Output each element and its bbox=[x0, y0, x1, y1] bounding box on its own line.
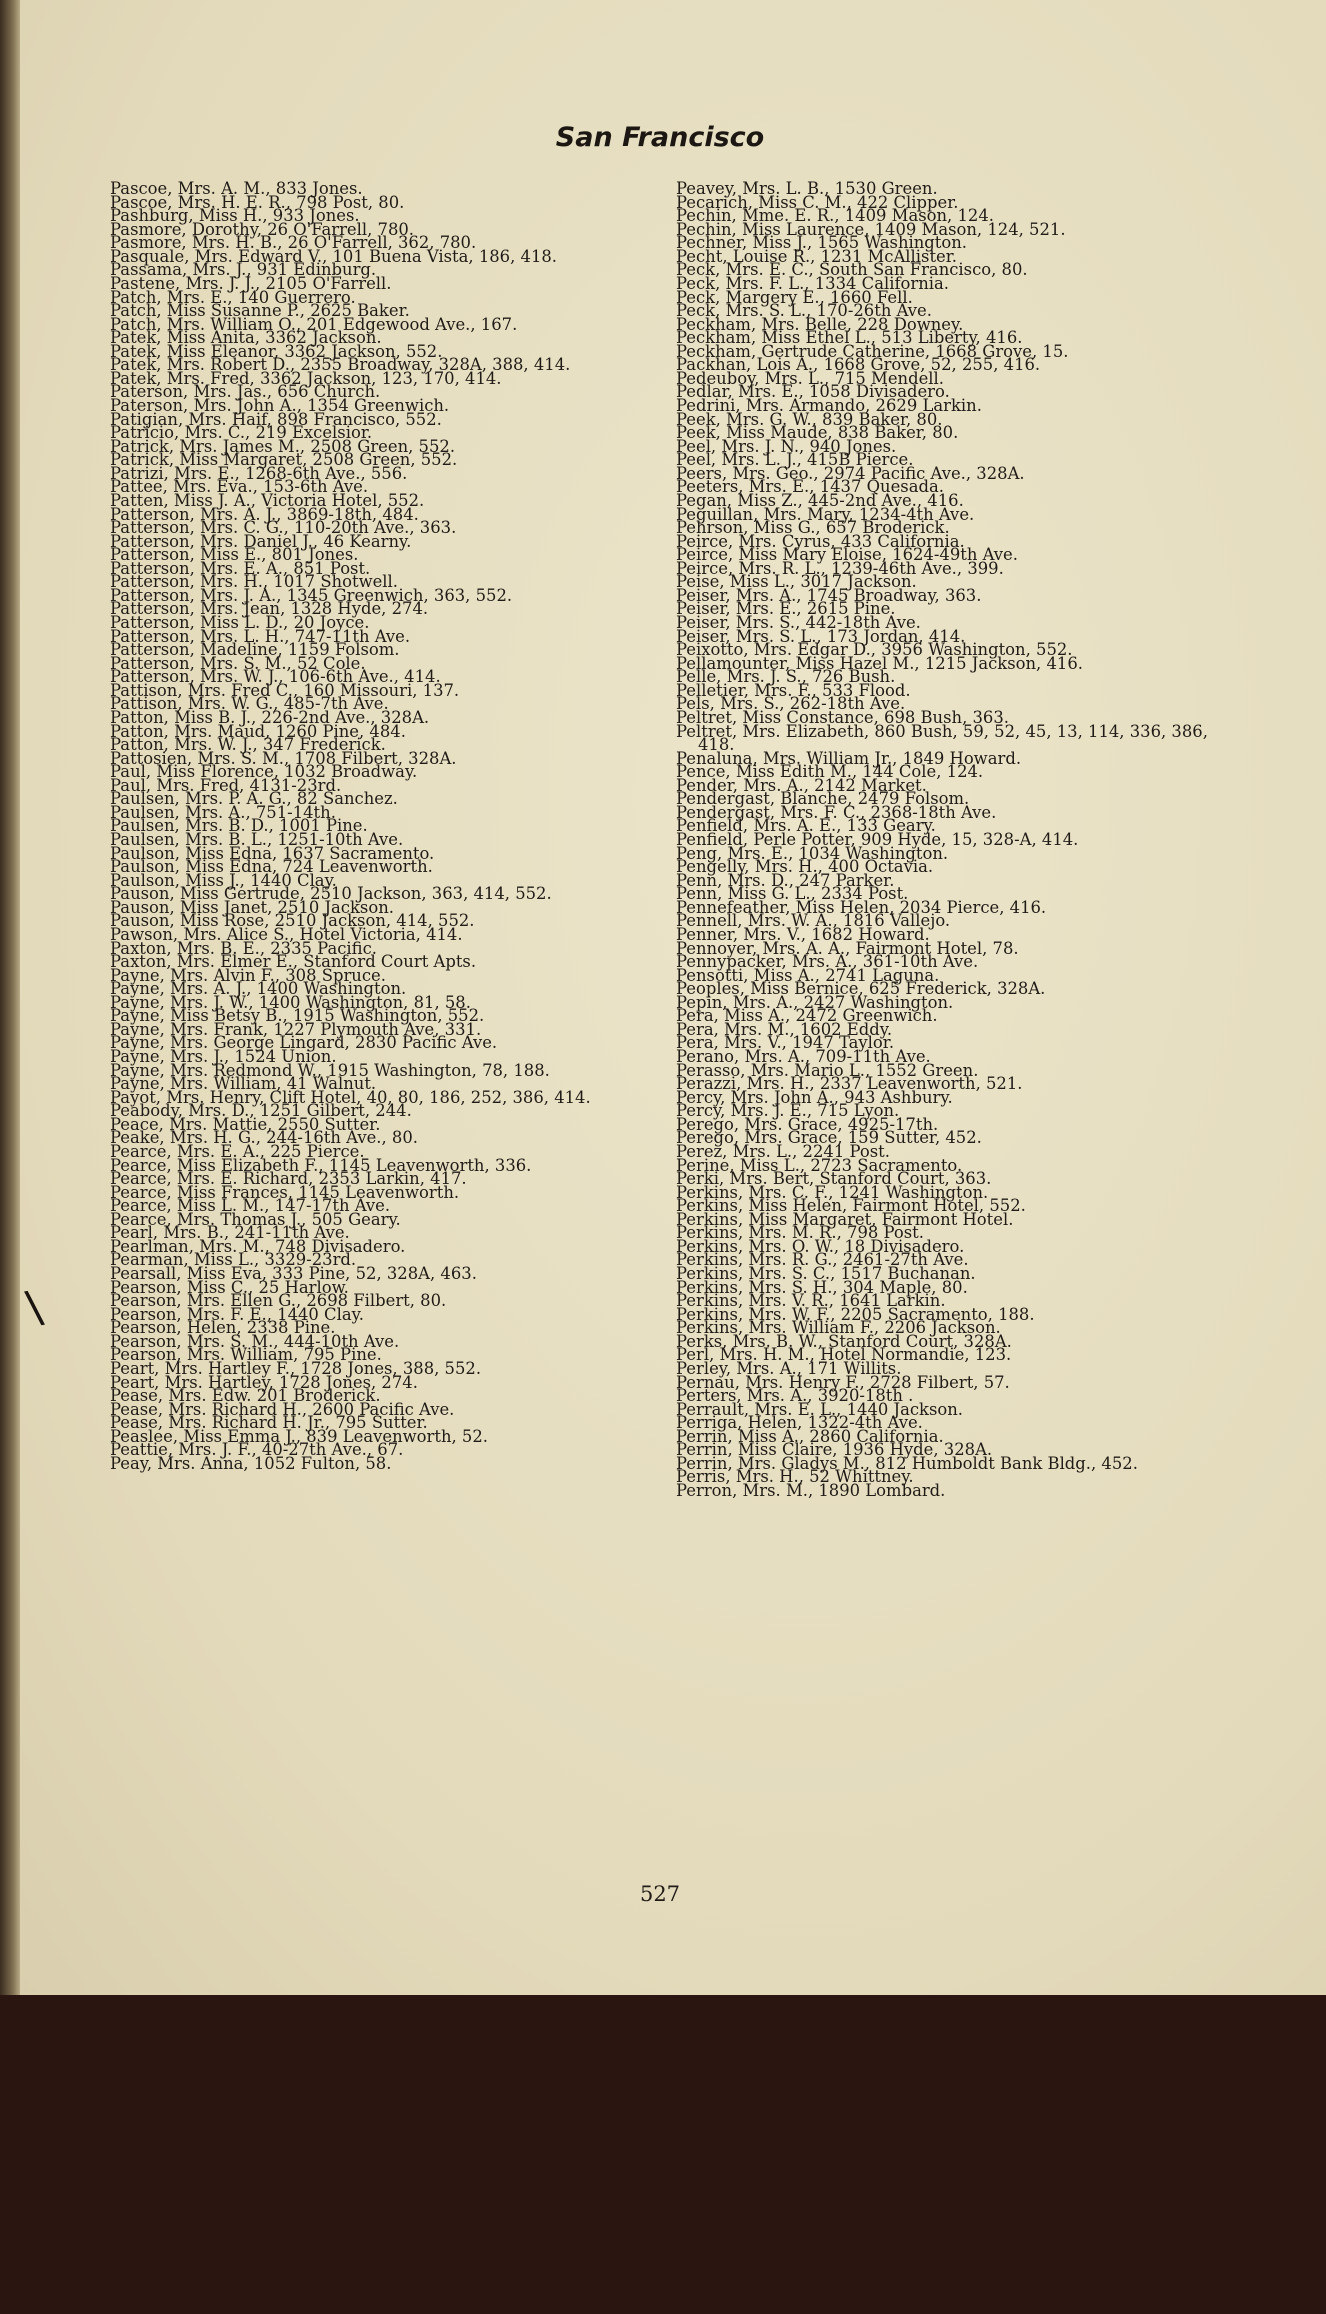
directory-entry: Pegan, Miss Z., 445-2nd Ave., 416. bbox=[676, 490, 964, 510]
directory-entry: Pasmore, Dorothy, 26 O'Farrell, 780. bbox=[110, 219, 415, 239]
directory-entry: Peiser, Mrs. A., 1745 Broadway, 363. bbox=[676, 585, 982, 605]
directory-entry: Perkins, Miss Margaret, Fairmont Hotel. bbox=[676, 1209, 1014, 1229]
page-title: San Francisco bbox=[555, 122, 765, 153]
directory-entry: Penn, Miss G. L., 2334 Post. bbox=[676, 884, 909, 904]
directory-entry: Peck, Margery E., 1660 Fell. bbox=[676, 287, 913, 307]
directory-entry: Peise, Miss L., 3017 Jackson. bbox=[676, 572, 917, 592]
directory-entry: Perkins, Mrs. W. F., 2205 Sacramento, 188. bbox=[676, 1304, 1035, 1324]
directory-entry: Pedrini, Mrs. Armando, 2629 Larkin. bbox=[676, 396, 982, 415]
directory-entry: Pennell, Mrs. W. A., 1816 Vallejo. bbox=[676, 911, 951, 931]
directory-entry: Pease, Mrs. Richard H., 2600 Pacific Ave. bbox=[110, 1399, 455, 1419]
directory-entry: Perkins, Mrs. S. C., 1517 Buchanan. bbox=[676, 1264, 976, 1283]
directory-entry: Perks, Mrs. B. W., Stanford Court, 328A. bbox=[676, 1331, 1012, 1351]
directory-entry: Peirce, Mrs. R. L., 1239-46th Ave., 399. bbox=[676, 558, 1004, 578]
directory-entry: Perine, Miss L., 2723 Sacramento. bbox=[676, 1155, 963, 1175]
directory-entry: Payne, Mrs. Frank, 1227 Plymouth Ave, 331. bbox=[110, 1019, 482, 1039]
directory-entry: Patterson, Miss L. D., 20 Joyce. bbox=[110, 613, 370, 632]
directory-entry: Peiser, Mrs. S., 442-18th Ave. bbox=[676, 613, 921, 632]
directory-entry: Peeters, Mrs. E., 1437 Quesada. bbox=[676, 477, 944, 497]
directory-entry: Peng, Mrs. E., 1034 Washington. bbox=[676, 843, 949, 863]
directory-entry: Peek, Miss Maude, 838 Baker, 80. bbox=[676, 423, 959, 443]
directory-entry: Pechin, Miss Laurence, 1409 Mason, 124, 521. bbox=[676, 219, 1066, 239]
right-column bbox=[676, 179, 1231, 1500]
directory-entry: Peaslee, Miss Emma J., 839 Leavenworth, 52. bbox=[110, 1426, 488, 1446]
directory-entry: Peavey, Mrs. L. B., 1530 Green. bbox=[676, 179, 938, 198]
directory-entry: Perego, Mrs. Grace, 4925-17th. bbox=[676, 1114, 939, 1134]
directory-entry: Patterson, Mrs. W. J., 106-6th Ave., 414. bbox=[110, 667, 441, 687]
directory-entry: Peattie, Mrs. J. F., 40-27th Ave., 67. bbox=[110, 1440, 404, 1460]
directory-entry: Perez, Mrs. L., 2241 Post. bbox=[676, 1141, 890, 1161]
directory-entry: Peart, Mrs. Hartley F., 1728 Jones, 388, 552. bbox=[110, 1358, 482, 1378]
directory-entry: Payne, Mrs. Redmond W., 1915 Washington, 78, 188. bbox=[110, 1060, 550, 1080]
directory-entry: Pastene, Mrs. J. J., 2105 O'Farrell. bbox=[110, 273, 392, 293]
directory-entry: Pera, Mrs. M., 1602 Eddy. bbox=[676, 1019, 893, 1039]
directory-entry: Percy, Mrs. J. E., 715 Lyon. bbox=[676, 1101, 900, 1121]
directory-entry: Pender, Mrs. A., 2142 Market. bbox=[676, 775, 927, 795]
book-spine bbox=[0, 0, 20, 1995]
directory-entry: Pearce, Miss Elizabeth F., 1145 Leavenworth, 336. bbox=[110, 1155, 532, 1175]
directory-entry: Pearsall, Miss Eva, 333 Pine, 52, 328A, 463. bbox=[110, 1264, 477, 1283]
directory-entry: Patek, Mrs. Fred, 3362 Jackson, 123, 170, 414. bbox=[110, 368, 502, 388]
directory-entry: Pecht, Louise R., 1231 McAllister. bbox=[676, 246, 957, 266]
directory-entry: Perkins, Mrs. William F., 2206 Jackson. bbox=[676, 1318, 1001, 1338]
directory-entry: Patricio, Mrs. C., 219 Excelsior. bbox=[110, 423, 373, 443]
margin-pencil-mark: \ bbox=[22, 1281, 47, 1334]
directory-entry: Patterson, Mrs. H., 1017 Shotwell. bbox=[110, 572, 398, 592]
directory-entry: Peckham, Gertrude Catherine, 1668 Grove, 15. bbox=[676, 341, 1069, 361]
directory-entry: Perrin, Miss Claire, 1936 Hyde, 328A. bbox=[676, 1440, 993, 1460]
directory-entry: Pernau, Mrs. Henry F., 2728 Filbert, 57. bbox=[676, 1372, 1010, 1392]
directory-entry: Peoples, Miss Bernice, 625 Frederick, 328A. bbox=[676, 979, 1046, 999]
directory-entry: Payne, Mrs. A. J., 1400 Washington. bbox=[110, 979, 407, 999]
directory-entry: Paulsen, Mrs. P. A. G., 82 Sanchez. bbox=[110, 789, 398, 809]
directory-entry: Pearson, Mrs. S. M., 444-10th Ave. bbox=[110, 1331, 400, 1351]
directory-entry: Perriga, Helen, 1322-4th Ave. bbox=[676, 1413, 923, 1433]
directory-entry: Perkins, Mrs. C. F., 1241 Washington. bbox=[676, 1182, 989, 1202]
directory-entry: Peck, Mrs. F. L., 1334 California. bbox=[676, 273, 949, 293]
directory-entry: Perters, Mrs. A., 3920-18th . bbox=[676, 1386, 914, 1406]
directory-entry: Pearce, Miss L. M., 147-17th Ave. bbox=[110, 1196, 391, 1216]
directory-entry: Patton, Miss B. J., 226-2nd Ave., 328A. bbox=[110, 707, 430, 727]
directory-entry: Patrizi, Mrs. E., 1268-6th Ave., 556. bbox=[110, 463, 408, 483]
directory-entry: Paxton, Mrs. Elmer E., Stanford Court Apts. bbox=[110, 952, 477, 972]
directory-entry: Peiser, Mrs. S. L., 173 Jordan, 414. bbox=[676, 626, 966, 646]
directory-entry: Pelle, Mrs. J. S., 726 Bush. bbox=[676, 667, 896, 687]
directory-entry: Patch, Mrs. E., 140 Guerrero. bbox=[110, 287, 356, 307]
directory-entry: Pauson, Miss Janet, 2510 Jackson. bbox=[110, 897, 394, 917]
directory-entry: Patterson, Mrs. S. M., 52 Cole. bbox=[110, 653, 366, 673]
directory-entry: Perasso, Mrs. Mario L., 1552 Green. bbox=[676, 1060, 979, 1080]
directory-entry: Pendergast, Blanche, 2479 Folsom. bbox=[676, 789, 970, 809]
directory-entry: Peckham, Mrs. Belle, 228 Downey. bbox=[676, 314, 964, 334]
directory-entry: Penfield, Mrs. A. E., 133 Geary. bbox=[676, 816, 936, 836]
directory-entry: Peltret, Mrs. Elizabeth, 860 Bush, 59, 52, 45, 13, 114, 336, 386, 418. bbox=[676, 721, 1208, 755]
directory-entry: Paul, Miss Florence, 1032 Broadway. bbox=[110, 762, 418, 782]
directory-entry: Pearce, Mrs. Thomas J., 505 Geary. bbox=[110, 1209, 401, 1229]
directory-entry: Peltret, Miss Constance, 698 Bush, 363. bbox=[676, 707, 1009, 727]
directory-entry: Pennefeather, Miss Helen, 2034 Pierce, 416. bbox=[676, 897, 1047, 917]
directory-entry: Peers, Mrs. Geo., 2974 Pacific Ave., 328A. bbox=[676, 463, 1025, 483]
directory-entry: Pellamounter, Miss Hazel M., 1215 Jackson, 416. bbox=[676, 653, 1083, 673]
directory-entry: Pensotti, Miss A., 2741 Laguna. bbox=[676, 965, 940, 985]
directory-entry: Perazzi, Mrs. H., 2337 Leavenworth, 521. bbox=[676, 1074, 1023, 1094]
directory-entry: Pattison, Mrs. Fred C., 160 Missouri, 137. bbox=[110, 680, 460, 700]
directory-entry: Peckham, Miss Ethel L., 513 Liberty, 416. bbox=[676, 328, 1023, 348]
directory-entry: Pennypacker, Mrs. A., 361-10th Ave. bbox=[676, 952, 979, 972]
directory-entry: Patton, Mrs. W. J., 347 Frederick. bbox=[110, 735, 386, 755]
directory-entry: Pattosien, Mrs. S. M., 1708 Filbert, 328A. bbox=[110, 748, 457, 768]
directory-entry: Perris, Mrs. H., 52 Whittney. bbox=[676, 1467, 914, 1487]
directory-entry: Peirce, Miss Mary Eloise, 1624-49th Ave. bbox=[676, 545, 1018, 565]
directory-entry: Patterson, Mrs. Daniel J., 46 Kearny. bbox=[110, 531, 412, 551]
directory-entry: Payne, Mrs. J. W., 1400 Washington, 81, 58. bbox=[110, 992, 471, 1012]
directory-entry: Pascoe, Mrs. A. M., 833 Jones. bbox=[110, 179, 363, 198]
directory-entry: Pelletier, Mrs. F., 533 Flood. bbox=[676, 680, 911, 700]
directory-entry: Penner, Mrs. V., 1682 Howard. bbox=[676, 924, 930, 944]
directory-entry: Patterson, Miss E., 801 Jones. bbox=[110, 545, 359, 565]
directory-entry: Pauson, Miss Gertrude, 2510 Jackson, 363, 414, 552. bbox=[110, 884, 552, 904]
directory-entry: Penaluna, Mrs. William Jr., 1849 Howard. bbox=[676, 748, 1022, 768]
directory-entry: Pera, Miss A., 2472 Greenwich. bbox=[676, 1006, 938, 1026]
directory-entry: Patek, Miss Eleanor, 3362 Jackson, 552. bbox=[110, 341, 443, 361]
directory-entry: Payne, Mrs. William, 41 Walnut. bbox=[110, 1074, 377, 1094]
directory-entry: Perkins, Mrs. M. R., 798 Post. bbox=[676, 1223, 924, 1243]
directory-entry: Penfield, Perle Potter, 909 Hyde, 15, 328-A, 414. bbox=[676, 830, 1079, 849]
directory-entry: Payne, Mrs. Alvin F., 308 Spruce. bbox=[110, 965, 386, 985]
directory-entry: Pearson, Miss C., 25 Harlow. bbox=[110, 1277, 349, 1297]
directory-entry: Patterson, Mrs. J. A., 1345 Greenwich, 363, 552. bbox=[110, 585, 513, 605]
directory-entry: Perl, Mrs. H. M., Hotel Normandie, 123. bbox=[676, 1345, 1012, 1365]
directory-entry: Pechner, Miss J., 1565 Washington. bbox=[676, 233, 968, 253]
directory-entry: Pattee, Mrs. Eva., 153-6th Ave. bbox=[110, 477, 369, 497]
directory-entry: Patterson, Madeline, 1159 Folsom. bbox=[110, 640, 400, 660]
directory-entry: Pearson, Mrs. William, 795 Pine. bbox=[110, 1345, 382, 1365]
directory-entry: Peguillan, Mrs. Mary, 1234-4th Ave. bbox=[676, 504, 975, 524]
directory-entry: Perego, Mrs. Grace, 159 Sutter, 452. bbox=[676, 1128, 982, 1148]
directory-entry: Pawson, Mrs. Alice S., Hotel Victoria, 414. bbox=[110, 924, 463, 944]
directory-entry: Peel, Mrs. L. J., 415B Pierce. bbox=[676, 450, 914, 470]
directory-entry: Pearce, Mrs. E. Richard, 2353 Larkin, 417. bbox=[110, 1169, 467, 1189]
directory-entry: Paxton, Mrs. B. E., 2335 Pacific. bbox=[110, 938, 377, 958]
directory-entry: Peek, Mrs. G. W., 839 Baker, 80. bbox=[676, 409, 943, 429]
left-column bbox=[110, 179, 655, 1473]
directory-entry: Pattison, Mrs. W. G., 485-7th Ave. bbox=[110, 694, 389, 714]
directory-entry: Perki, Mrs. Bert, Stanford Court, 363. bbox=[676, 1169, 992, 1189]
directory-entry: Peace, Mrs. Mattie, 2550 Sutter. bbox=[110, 1114, 381, 1134]
directory-entry: Pengelly, Mrs. H., 400 Octavia. bbox=[676, 857, 934, 877]
directory-entry: Pearce, Mrs. E. A., 225 Pierce. bbox=[110, 1141, 365, 1161]
directory-entry: Patch, Miss Susanne P., 2625 Baker. bbox=[110, 301, 410, 321]
directory-entry: Patek, Mrs. Robert D., 2355 Broadway, 328A, 388, 414. bbox=[110, 355, 571, 375]
directory-entry: Patrick, Mrs. James M., 2508 Green, 552. bbox=[110, 436, 456, 456]
directory-entry: Perrin, Mrs. Gladys M., 812 Humboldt Bank Bldg., 452. bbox=[676, 1453, 1138, 1473]
directory-entry: Peck, Mrs. S. L., 170-26th Ave. bbox=[676, 301, 932, 321]
directory-entry: Pasquale, Mrs. Edward V., 101 Buena Vista, 186, 418. bbox=[110, 246, 558, 266]
directory-entry: Pearman, Miss L., 3329-23rd. bbox=[110, 1250, 357, 1270]
directory-entry: Pearson, Helen, 2338 Pine. bbox=[110, 1318, 336, 1338]
directory-entry: Peart, Mrs. Hartley, 1728 Jones, 274. bbox=[110, 1372, 418, 1392]
directory-entry: Pedeuboy, Mrs. L., 715 Mendell. bbox=[676, 368, 944, 388]
directory-entry: Perkins, Mrs. S. H., 304 Maple, 80. bbox=[676, 1277, 968, 1297]
directory-entry: Peay, Mrs. Anna, 1052 Fulton, 58. bbox=[110, 1453, 392, 1473]
directory-entry: Paulsen, Mrs. A., 751-14th. bbox=[110, 802, 336, 822]
directory-entry: Paterson, Mrs. Jas., 656 Church. bbox=[110, 382, 381, 402]
page-number: 527 bbox=[639, 1882, 681, 1906]
directory-entry: Pendergast, Mrs. F. C., 2368-18th Ave. bbox=[676, 802, 997, 822]
directory-entry: Perkins, Mrs. R. G., 2461-27th Ave. bbox=[676, 1250, 969, 1270]
directory-entry: Pearson, Mrs. F. E., 1440 Clay. bbox=[110, 1304, 364, 1324]
directory-entry: Paulson, Miss J., 1440 Clay. bbox=[110, 870, 337, 890]
directory-entry: Patton, Mrs. Maud, 1260 Pine, 484. bbox=[110, 721, 406, 741]
directory-entry: Perano, Mrs. A., 709-11th Ave. bbox=[676, 1047, 931, 1066]
directory-entry: Pedlar, Mrs. E., 1058 Divisadero. bbox=[676, 382, 950, 402]
directory-entry: Pease, Mrs. Edw. 201 Broderick. bbox=[110, 1386, 381, 1406]
directory-entry: Penn, Mrs. D., 247 Parker. bbox=[676, 870, 895, 890]
directory-entry: Pearson, Mrs. Ellen G., 2698 Filbert, 80. bbox=[110, 1291, 447, 1311]
directory-entry: Paulson, Miss Edna, 1637 Sacramento. bbox=[110, 843, 435, 863]
directory-entry: Patch, Mrs. William O., 201 Edgewood Ave., 167. bbox=[110, 314, 518, 334]
directory-entry: Pechin, Mme. E. R., 1409 Mason, 124. bbox=[676, 206, 994, 226]
directory-entry: Peabody, Mrs. D., 1251 Gilbert, 244. bbox=[110, 1101, 412, 1121]
directory-entry: Pels, Mrs. S., 262-18th Ave. bbox=[676, 694, 906, 714]
directory-entry: Pearce, Miss Frances, 1145 Leavenworth. bbox=[110, 1182, 460, 1202]
directory-entry: Patrick, Miss Margaret, 2508 Green, 552. bbox=[110, 450, 458, 470]
directory-entry: Peixotto, Mrs. Edgar D., 3956 Washington, 552. bbox=[676, 640, 1073, 660]
directory-entry: Peck, Mrs. E. C., South San Francisco, 80. bbox=[676, 260, 1028, 280]
directory-entry: Patten, Miss J. A., Victoria Hotel, 552. bbox=[110, 490, 425, 510]
directory-entry: Patterson, Mrs. E. A., 851 Post. bbox=[110, 558, 371, 578]
directory-entry: Perkins, Miss Helen, Fairmont Hotel, 552. bbox=[676, 1196, 1026, 1216]
directory-entry: Pennoyer, Mrs. A. A., Fairmont Hotel, 78. bbox=[676, 938, 1019, 958]
directory-entry: Perley, Mrs. A., 171 Willits. bbox=[676, 1358, 902, 1378]
directory-entry: Passama, Mrs. J., 931 Edinburg. bbox=[110, 260, 377, 280]
directory-entry: Perrin, Miss A., 2860 California. bbox=[676, 1426, 944, 1446]
directory-entry: Pasmore, Mrs. H. B., 26 O'Farrell, 362, 780. bbox=[110, 233, 477, 253]
directory-entry: Pearl, Mrs. B., 241-11th Ave. bbox=[110, 1223, 350, 1243]
directory-entry: Pence, Miss Edith M., 144 Cole, 124. bbox=[676, 762, 984, 782]
directory-entry: Percy, Mrs. John A., 943 Ashbury. bbox=[676, 1087, 953, 1107]
directory-entry: Pearlman, Mrs. M., 748 Divisadero. bbox=[110, 1236, 406, 1256]
directory-entry: Paterson, Mrs. John A., 1354 Greenwich. bbox=[110, 396, 450, 415]
directory-entry: Pehrson, Miss G., 657 Broderick. bbox=[676, 518, 950, 538]
directory-entry: Pepin, Mrs. A., 2427 Washington. bbox=[676, 992, 954, 1012]
directory-entry: Pera, Mrs. V., 1947 Taylor. bbox=[676, 1033, 895, 1053]
directory-entry: Pease, Mrs. Richard H. Jr., 795 Sutter. bbox=[110, 1413, 428, 1433]
directory-entry: Perkins, Mrs. O. W., 18 Divisadero. bbox=[676, 1236, 965, 1256]
dark-background bbox=[0, 1995, 1326, 2314]
directory-entry: Payne, Mrs. J., 1524 Union. bbox=[110, 1047, 337, 1066]
directory-entry: Peiser, Mrs. E., 2615 Pine. bbox=[676, 599, 896, 619]
directory-entry: Perron, Mrs. M., 1890 Lombard. bbox=[676, 1481, 946, 1500]
directory-entry: Patterson, Mrs. A. J., 3869-18th, 484. bbox=[110, 504, 419, 524]
directory-entry: Paul, Mrs. Fred, 4131-23rd. bbox=[110, 775, 342, 795]
directory-entry: Payne, Miss Betsy B., 1915 Washington, 552. bbox=[110, 1006, 485, 1026]
directory-entry: Payne, Mrs. George Lingard, 2830 Pacific Ave. bbox=[110, 1033, 498, 1053]
directory-entry: Patterson, Mrs. Jean, 1328 Hyde, 274. bbox=[110, 599, 429, 619]
directory-entry: Patigian, Mrs. Haif, 898 Francisco, 552. bbox=[110, 409, 442, 429]
directory-entry: Pecarich, Miss C. M., 422 Clipper. bbox=[676, 192, 959, 212]
directory-entry: Paulsen, Mrs. B. D., 1001 Pine. bbox=[110, 816, 368, 836]
directory-entry: Perkins, Mrs. V. R., 1641 Larkin. bbox=[676, 1291, 946, 1311]
directory-entry: Paulson, Miss Edna, 724 Leavenworth. bbox=[110, 857, 433, 877]
directory-entry: Packhan, Lois A., 1668 Grove, 52, 255, 416. bbox=[676, 355, 1041, 375]
directory-entry: Peirce, Mrs. Cyrus, 433 California. bbox=[676, 531, 965, 551]
directory-entry: Perrault, Mrs. E. L., 1440 Jackson. bbox=[676, 1399, 964, 1419]
directory-entry: Payot, Mrs. Henry, Clift Hotel, 40, 80, 186, 252, 386, 414. bbox=[110, 1087, 591, 1107]
directory-entry: Patterson, Mrs. L. H., 747-11th Ave. bbox=[110, 626, 411, 646]
directory-entry: Paulsen, Mrs. B. L., 1251-10th Ave. bbox=[110, 830, 404, 849]
directory-entry: Peake, Mrs. H. G., 244-16th Ave., 80. bbox=[110, 1128, 418, 1148]
directory-entry: Pauson, Miss Rose, 2510 Jackson, 414, 552. bbox=[110, 911, 475, 931]
directory-entry: Pascoe, Mrs. H. E. R., 798 Post, 80. bbox=[110, 192, 405, 212]
directory-entry: Patterson, Mrs. C. G., 110-20th Ave., 363. bbox=[110, 518, 457, 538]
directory-entry: Pashburg, Miss H., 933 Jones. bbox=[110, 206, 360, 226]
directory-entry: Peel, Mrs. J. N., 940 Jones. bbox=[676, 436, 897, 456]
directory-entry: Patek, Miss Anita, 3362 Jackson. bbox=[110, 328, 382, 348]
